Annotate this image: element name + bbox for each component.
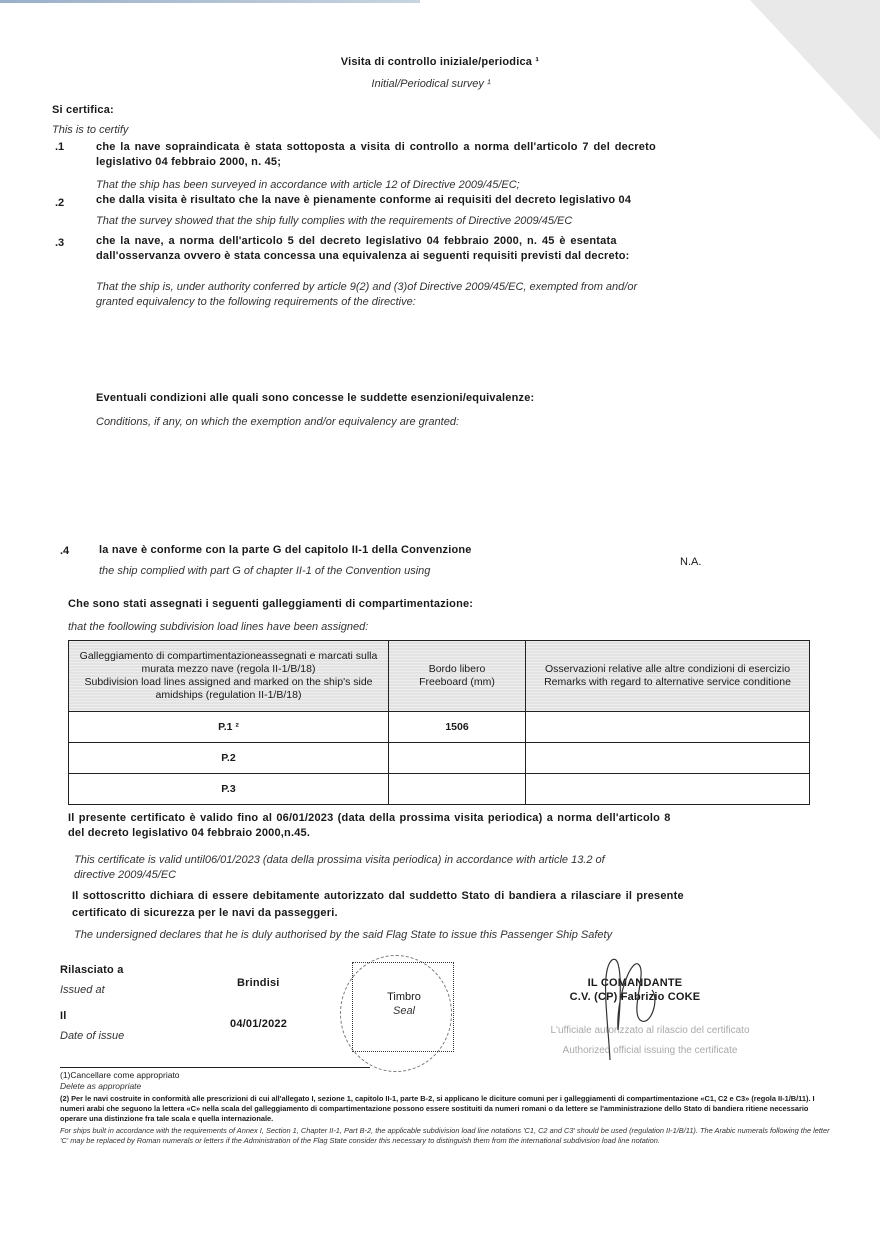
item-4-it: la nave è conforme con la parte G del capitolo II-1 della Convenzione: [99, 544, 472, 556]
date-label-en: Date of issue: [60, 1030, 125, 1042]
title-en: Initial/Periodical survey ¹: [371, 78, 491, 90]
item-3-en-line2: granted equivalency to the following requirements of the directive:: [96, 296, 416, 308]
conditions-en: Conditions, if any, on which the exemption and/or equivalency are granted:: [96, 416, 460, 428]
header-it: Galleggiamento di compartimentazioneassegnati e marcati sulla murata mezzo nave (regola II-1/B/18): [79, 650, 378, 675]
validity-it-line2: del decreto legislativo 04 febbraio 2000,n.45.: [68, 827, 311, 839]
header-freeboard: [389, 641, 526, 712]
cell-freeboard: [389, 743, 526, 774]
header-it: Osservazioni relative alle altre condizioni di esercizio: [544, 663, 791, 675]
load-lines-table: [68, 640, 810, 805]
footnote-divider: [60, 1067, 370, 1068]
item-number: .2: [55, 197, 65, 209]
cell-remarks: [526, 743, 810, 774]
scan-edge: [0, 0, 420, 3]
item-number: .1: [55, 141, 65, 153]
item-1-it-line2: legislativo 04 febbraio 2000, n. 45;: [96, 156, 282, 168]
conditions-it: Eventuali condizioni alle quali sono concesse le suddette esenzioni/equivalenze:: [96, 392, 535, 404]
footnote-2-en: For ships built in accordance with the requirements of Annex I, Section 1, Chapter II-1, Part B-2, the applicable subdivision load line notations 'C1, C2 and C3' should be used (regulation II-1/B/11). The Arabic numerals following the letter 'C' may be replaced by Roman numerals or letters if the Administration of the Flag State consider this necessary to distinguish them from the international subdivision load line notation.: [60, 1126, 830, 1145]
item-number: .4: [60, 545, 70, 557]
signatory-title: IL COMANDANTE: [587, 977, 683, 989]
issued-at-label-it: Rilasciato a: [60, 964, 124, 976]
handwritten-signature: [590, 950, 670, 1070]
table-row: [69, 743, 810, 774]
table-header-row: [69, 641, 810, 712]
item-number: .3: [55, 237, 65, 249]
item-3-en-line1: That the ship is, under authority conferred by article 9(2) and (3)of Directive 2009/45/EC, exempted from and/or: [96, 281, 638, 293]
declaration-en: The undersigned declares that he is duly authorised by the said Flag State to issue this Passenger Ship Safety: [74, 929, 613, 941]
cell-freeboard: 1506: [389, 712, 526, 743]
validity-en-line2: directive 2009/45/EC: [74, 869, 177, 881]
table-row: [69, 774, 810, 805]
loadlines-en: that the foollowing subdivision load lines have been assigned:: [68, 621, 369, 633]
header-en: Freeboard (mm): [419, 676, 495, 688]
table-row: [69, 712, 810, 743]
stamp-label-en: Seal: [392, 1005, 416, 1017]
cell-remarks: [526, 774, 810, 805]
title-it: Visita di controllo iniziale/periodica ¹: [340, 56, 540, 68]
item-2-en: That the survey showed that the ship fully complies with the requirements of Directive 2009/45/EC: [96, 215, 573, 227]
declaration-it-line2: certificato di sicurezza per le navi da passeggeri.: [72, 907, 338, 919]
certify-en: This is to certify: [52, 124, 129, 136]
signatory-role-it: L'ufficiale autorizzato al rilascio del certificato: [550, 1025, 750, 1036]
cell-line: P.3: [69, 774, 389, 805]
cell-line: P.1 ²: [69, 712, 389, 743]
validity-en-line1: This certificate is valid until06/01/2023 (data della prossima visita periodica) in accordance with article 13.2 of: [74, 854, 605, 866]
footnote-1-it: (1)Cancellare come appropriato: [60, 1070, 180, 1080]
validity-it-line1: Il presente certificato è valido fino al 06/01/2023 (data della prossima visita periodica) a norma dell'articolo 8: [68, 812, 671, 824]
signatory-role-en: Authorized official issuing the certificate: [562, 1045, 738, 1056]
header-en: Subdivision load lines assigned and marked on the ship's side amidships (regulation II-1/B/18): [84, 676, 373, 701]
footnote-2-it: (2) Per le navi costruite in conformità alle prescrizioni di cui all'allegato I, sezione 1, capitolo II-1, parte B-2, si applicano le diciture comuni per i galleggiamenti di compartimentazione «C1, C2 e C3» (regola II-1/B/11). I numeri arabi che seguono la lettera «C» nella scala del galleggiamento di compartimentazione possono essere sostituiti da numeri romani o da lettere se l'amministrazione dello Stato di bandiera ritiene necessario operare una distinzione fra tale scala e quella internazionale.: [60, 1094, 815, 1123]
item-3-it-line2: dall'osservanza ovvero è stata concessa una equivalenza ai seguenti requisiti previsti dal decreto:: [96, 250, 630, 262]
loadlines-it: Che sono stati assegnati i seguenti galleggiamenti di compartimentazione:: [68, 598, 474, 610]
item-3-it-line1: che la nave, a norma dell'articolo 5 del decreto legislativo 04 febbraio 2000, n. 45 è esentata: [96, 235, 617, 247]
stamp-label-it: Timbro: [387, 991, 421, 1003]
issue-place: Brindisi: [237, 977, 280, 989]
item-1-it-line1: che la nave sopraindicata è stata sottoposta a visita di controllo a norma dell'articolo 7 del decreto: [96, 141, 656, 153]
folded-corner: [750, 0, 880, 140]
cell-remarks: [526, 712, 810, 743]
header-en: Remarks with regard to alternative service conditione: [544, 676, 791, 688]
cell-line: P.2: [69, 743, 389, 774]
header-remarks: [526, 641, 810, 712]
cell-freeboard: [389, 774, 526, 805]
issue-date: 04/01/2022: [230, 1018, 288, 1030]
issued-at-label-en: Issued at: [60, 984, 105, 996]
declaration-it-line1: Il sottoscritto dichiara di essere debitamente autorizzato dal suddetto Stato di bandiera a rilasciare il presente: [72, 890, 684, 902]
certify-it: Si certifica:: [52, 104, 114, 116]
signatory-name: C.V. (CP) Fabrizio COKE: [569, 991, 701, 1003]
header-load-line: [69, 641, 389, 712]
item-2-it: che dalla visita è risultato che la nave è pienamente conforme ai requisiti del decreto legislativo 04: [96, 194, 632, 206]
item-1-en: That the ship has been surveyed in accordance with article 12 of Directive 2009/45/EC;: [96, 179, 520, 191]
footnote-1-en: Delete as appropriate: [60, 1081, 142, 1091]
item-4-value: N.A.: [680, 556, 702, 568]
item-4-en: the ship complied with part G of chapter II-1 of the Convention using: [99, 565, 431, 577]
header-it: Bordo libero: [428, 663, 486, 675]
date-label-it: Il: [60, 1010, 67, 1022]
